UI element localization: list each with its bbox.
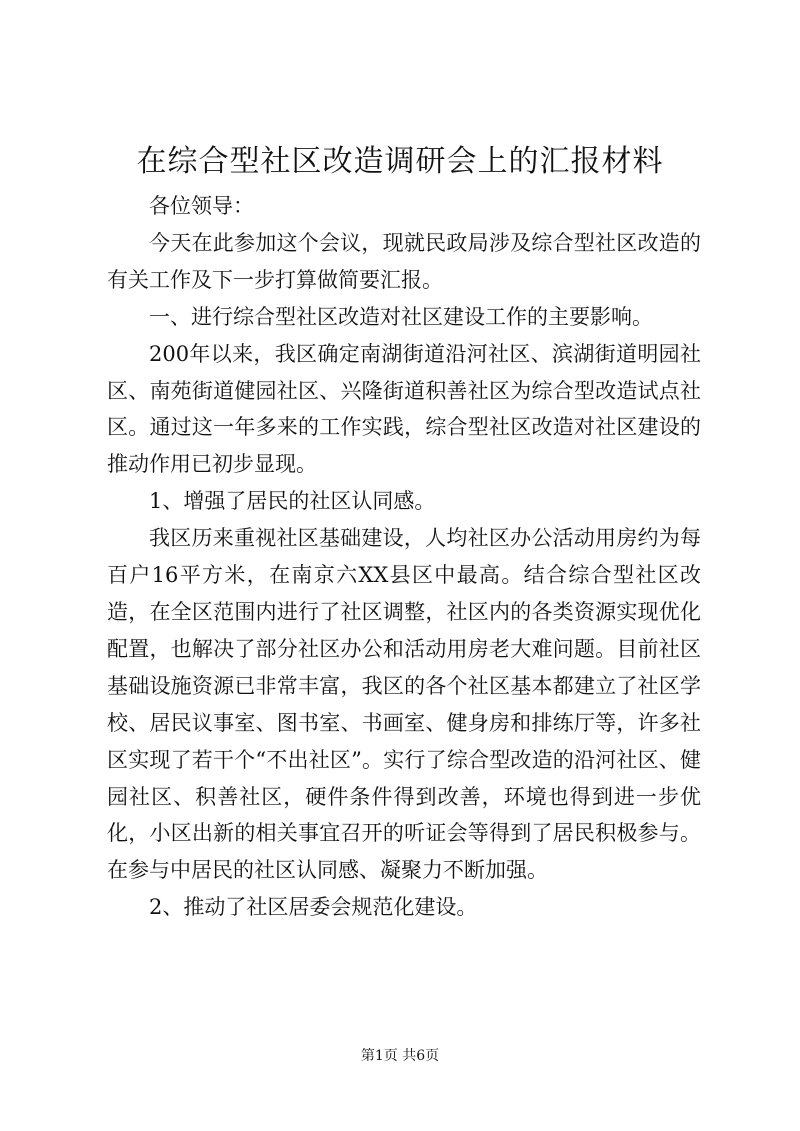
page-footer: 第1页 共6页 <box>360 1048 440 1064</box>
subsection-heading: 1、增强了居民的社区认同感。 <box>149 489 436 514</box>
document-title: 在综合型社区改造调研会上的汇报材料 <box>136 144 664 179</box>
body-paragraph: 我区历来重视社区基础建设，人均社区办公活动用房约为每百户16平方米，在南京六XX县区中最高。结合综合型社区改造，在全区范围内进行了社区调整，社区内的各类资源实现优化配置，也解决了部分社区办公和活动用房老大难问题。目前社区基础设施资源已非常丰富，我区的各个社区基本都建立了社区学校、居民议事室、图书室、书画室、健身房和排练厅等，许多社区实现了若干个“不出社区”。实行了综合型改造的沿河社区、健园社区、积善社区，硬件条件得到改善，环境也得到进一步优化，小区出新的相关事宜召开的听证会等得到了居民积极参与。在参与中居民的社区认同感、凝聚力不断加强。 <box>107 526 701 883</box>
body-paragraph: 200年以来，我区确定南湖街道沿河社区、滨湖街道明园社区、南苑街道健园社区、兴隆街道积善社区为综合型改造试点社区。通过这一年多来的工作实践，综合型社区改造对社区建设的推动作用已初步显现。 <box>107 341 701 477</box>
document-body <box>107 188 701 926</box>
salutation: 各位领导： <box>149 194 254 218</box>
subsection-heading: 2、推动了社区居委会规范化建设。 <box>149 895 478 920</box>
body-paragraph: 今天在此参加这个会议，现就民政局涉及综合型社区改造的有关工作及下一步打算做简要汇报。 <box>107 230 701 292</box>
section-heading: 一、进行综合型社区改造对社区建设工作的主要影响。 <box>149 304 653 329</box>
